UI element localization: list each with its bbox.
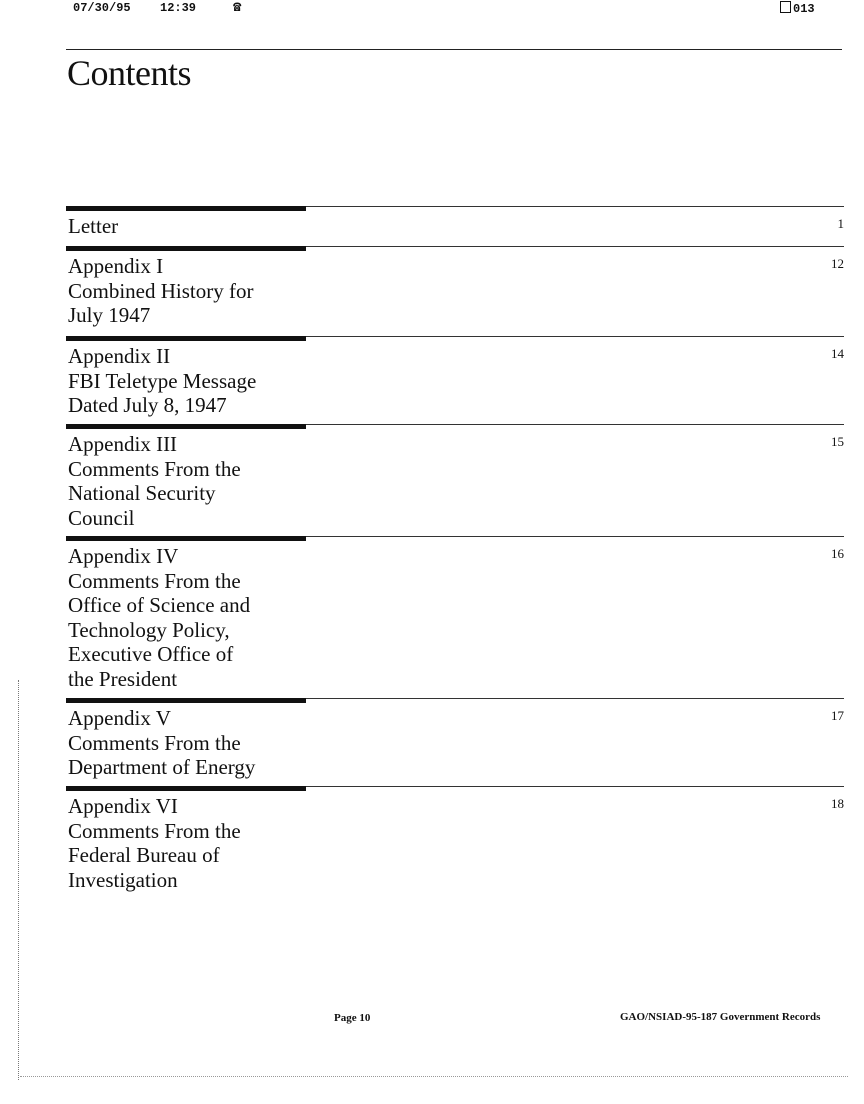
toc-entry-page: 14 — [831, 346, 844, 361]
toc-entry-page: 1 — [837, 216, 844, 231]
fax-page-box-icon — [780, 1, 791, 13]
toc-entry-label: Appendix III Comments From the National Security Council — [68, 432, 241, 530]
toc-entry-page: 12 — [831, 256, 844, 271]
toc-entry-rule-bold — [66, 786, 306, 791]
fax-page-number-value: 013 — [793, 2, 815, 16]
page-title: Contents — [67, 53, 192, 93]
toc-entry-label: Appendix V Comments From the Department of Energy — [68, 706, 256, 779]
footer-document-id: GAO/NSIAD-95-187 Government Records — [620, 1011, 821, 1023]
toc-entry-page: 17 — [831, 708, 844, 723]
toc-entry-rule-bold — [66, 536, 306, 541]
toc-entry-rule-bold — [66, 206, 306, 211]
title-rule — [66, 49, 842, 50]
toc-entry-label: Letter — [68, 214, 119, 238]
toc-entry-rule-bold — [66, 698, 306, 703]
toc-entry-page: 18 — [831, 796, 844, 811]
scan-bottom-specks — [20, 1076, 848, 1077]
toc-entry-rule-bold — [66, 336, 306, 341]
toc-entry-rule-bold — [66, 424, 306, 429]
toc-entry-page: 16 — [831, 546, 844, 561]
toc-entry-label: Appendix II FBI Teletype Message Dated July 8, 1947 — [68, 344, 257, 417]
toc-entry-page: 15 — [831, 434, 844, 449]
scan-margin-specks — [18, 680, 21, 1080]
fax-header — [0, 0, 864, 20]
fax-date: 07/30/95 — [73, 1, 131, 15]
fax-page-number — [780, 1, 815, 16]
toc-entry-rule-bold — [66, 246, 306, 251]
toc-entry-label: Appendix IV Comments From the Office of Science and Technology Policy, Executive Office of the President — [68, 544, 251, 691]
toc-entry-label: Appendix I Combined History for July 1947 — [68, 254, 254, 327]
footer-page-number: Page 10 — [334, 1012, 371, 1024]
phone-icon: ☎ — [233, 0, 242, 16]
fax-time: 12:39 — [160, 1, 197, 15]
toc-entry-label: Appendix VI Comments From the Federal Bureau of Investigation — [68, 794, 241, 892]
